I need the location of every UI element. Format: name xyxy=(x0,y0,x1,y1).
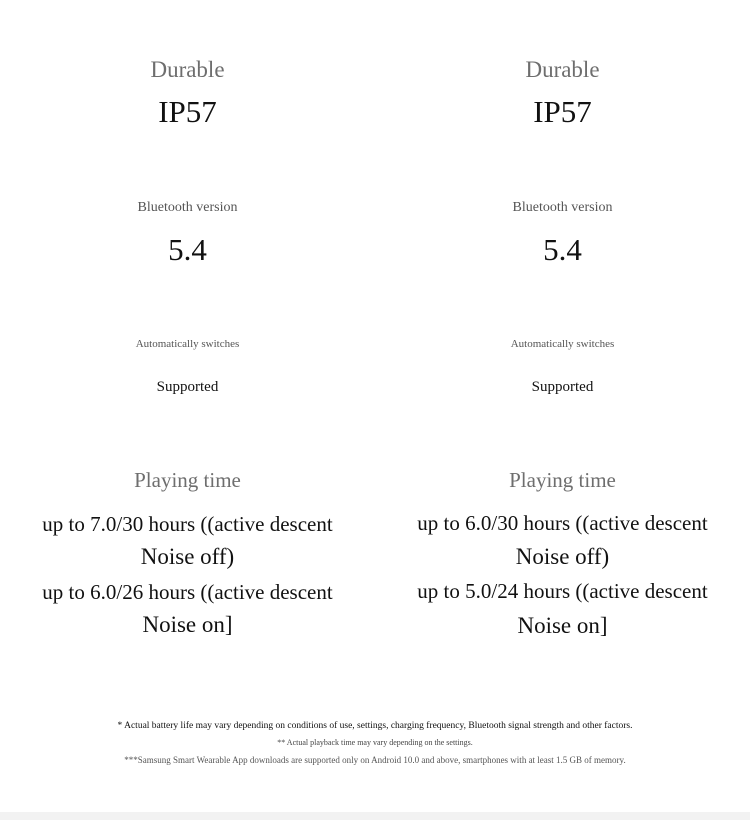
playing-time-line: up to 6.0/26 hours ((active descent xyxy=(42,580,333,604)
durable-label: Durable xyxy=(525,57,600,82)
auto-switch-label: Automatically switches xyxy=(510,338,615,350)
playing-time-line: Noise on] xyxy=(517,613,608,638)
footnote-playback: ** Actual playback time may vary depending on the settings. xyxy=(277,738,473,747)
auto-switch-value: Supported xyxy=(531,379,594,395)
playing-time-line: up to 7.0/30 hours ((active descent xyxy=(42,512,333,536)
playing-time-line: up to 6.0/30 hours ((active descent xyxy=(417,511,708,535)
playing-time-line: up to 5.0/24 hours ((active descent xyxy=(417,579,708,603)
footnote-app-support: ***Samsung Smart Wearable App downloads are supported only on Android 10.0 and above, smartphones with at least 1.5 GB of memory. xyxy=(124,755,626,765)
durable-label: Durable xyxy=(150,57,225,82)
playing-time-line: Noise on] xyxy=(142,612,233,637)
bluetooth-version-label: Bluetooth version xyxy=(512,200,613,215)
footnote-battery: * Actual battery life may vary depending on conditions of use, settings, charging frequency, Bluetooth signal strength and other factors. xyxy=(117,721,633,731)
durable-value: IP57 xyxy=(158,94,217,129)
bluetooth-version-value: 5.4 xyxy=(543,232,582,267)
bluetooth-version-value: 5.4 xyxy=(168,232,207,267)
playing-time-line: Noise off) xyxy=(515,544,610,569)
playing-time-label: Playing time xyxy=(134,468,241,492)
bluetooth-version-label: Bluetooth version xyxy=(137,200,238,215)
auto-switch-label: Automatically switches xyxy=(135,338,240,350)
bottom-divider xyxy=(0,812,750,820)
durable-value: IP57 xyxy=(533,94,592,129)
playing-time-label: Playing time xyxy=(509,468,616,492)
auto-switch-value: Supported xyxy=(156,379,219,395)
playing-time-line: Noise off) xyxy=(140,544,235,569)
spec-column-left xyxy=(0,0,375,700)
spec-column-right xyxy=(375,0,750,700)
